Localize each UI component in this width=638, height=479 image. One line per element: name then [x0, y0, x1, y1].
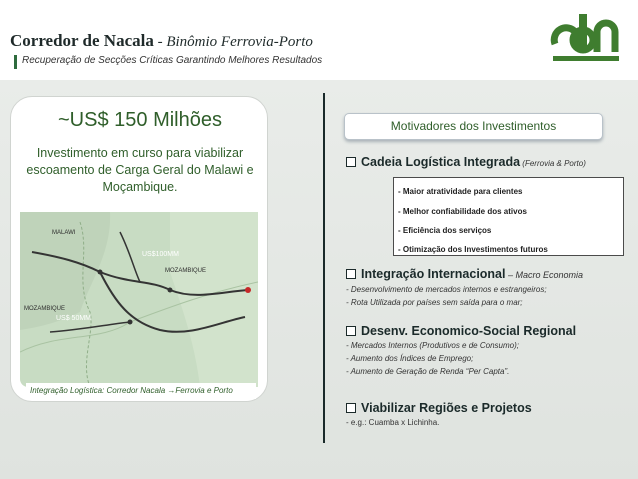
list-item: - e.g.: Cuamba x Lichinha. — [346, 418, 440, 427]
checkbox-bullet-icon — [346, 269, 356, 279]
map-label-mozambique-east: MOZAMBIQUE — [165, 268, 207, 274]
map-label-cost-100: US$100MM — [142, 251, 179, 258]
section-title-desenv: Desenv. Economico-Social Regional — [346, 324, 576, 338]
checkbox-bullet-icon — [346, 157, 356, 167]
panel-title: Motivadores dos Investimentos — [344, 113, 603, 140]
section-title-integracao: Integração Internacional – Macro Economia — [346, 267, 583, 281]
nacala-corridor-map — [20, 212, 258, 387]
slide-header — [0, 0, 638, 78]
map-caption: Integração Logística: Corredor Nacala →Ferrovia e Porto — [26, 383, 256, 399]
section-title-viabilizar: Viabilizar Regiões e Projetos — [346, 401, 532, 415]
investment-amount: ~US$ 150 Milhões — [58, 109, 222, 131]
list-item: - Otimização dos Investimentos futuros — [398, 245, 548, 254]
list-item: - Mercados Internos (Produtivos e de Consumo); — [346, 341, 519, 350]
list-item: - Melhor confiabilidade dos ativos — [398, 207, 527, 216]
slide-title-bold: Corredor de Nacala — [10, 31, 154, 50]
subtitle-accent-bar — [14, 55, 17, 69]
list-item: - Rota Utilizada por países sem saída para o mar; — [346, 298, 523, 307]
investment-description: Investimento em curso para viabilizar escoamento de Carga Geral do Malawi e Moçambique. — [26, 146, 254, 194]
map-label-cost-50: US$ 50MM — [56, 315, 92, 322]
slide-title — [10, 31, 313, 51]
list-item: - Maior atratividade para clientes — [398, 187, 523, 196]
vertical-divider — [323, 93, 325, 443]
benefits-box — [393, 177, 624, 256]
slide-title-italic: - Binômio Ferrovia-Porto — [153, 34, 313, 50]
list-item: - Aumento de Geração de Renda “Per Capta”. — [346, 367, 510, 376]
map-label-mozambique-west: MOZAMBIQUE — [24, 306, 66, 312]
checkbox-bullet-icon — [346, 326, 356, 336]
map-label-malawi: MALAWI — [52, 230, 76, 236]
list-item: - Desenvolvimento de mercados internos e estrangeiros; — [346, 285, 547, 294]
slide-subtitle: Recuperação de Secções Críticas Garantindo Melhores Resultados — [22, 55, 323, 66]
list-item: - Aumento dos Índices de Emprego; — [346, 354, 474, 363]
list-item: - Eficiência dos serviços — [398, 226, 492, 235]
company-logo — [545, 8, 625, 70]
section-title-cadeia: Cadeia Logística Integrada (Ferrovia & Porto) — [346, 155, 586, 169]
checkbox-bullet-icon — [346, 403, 356, 413]
